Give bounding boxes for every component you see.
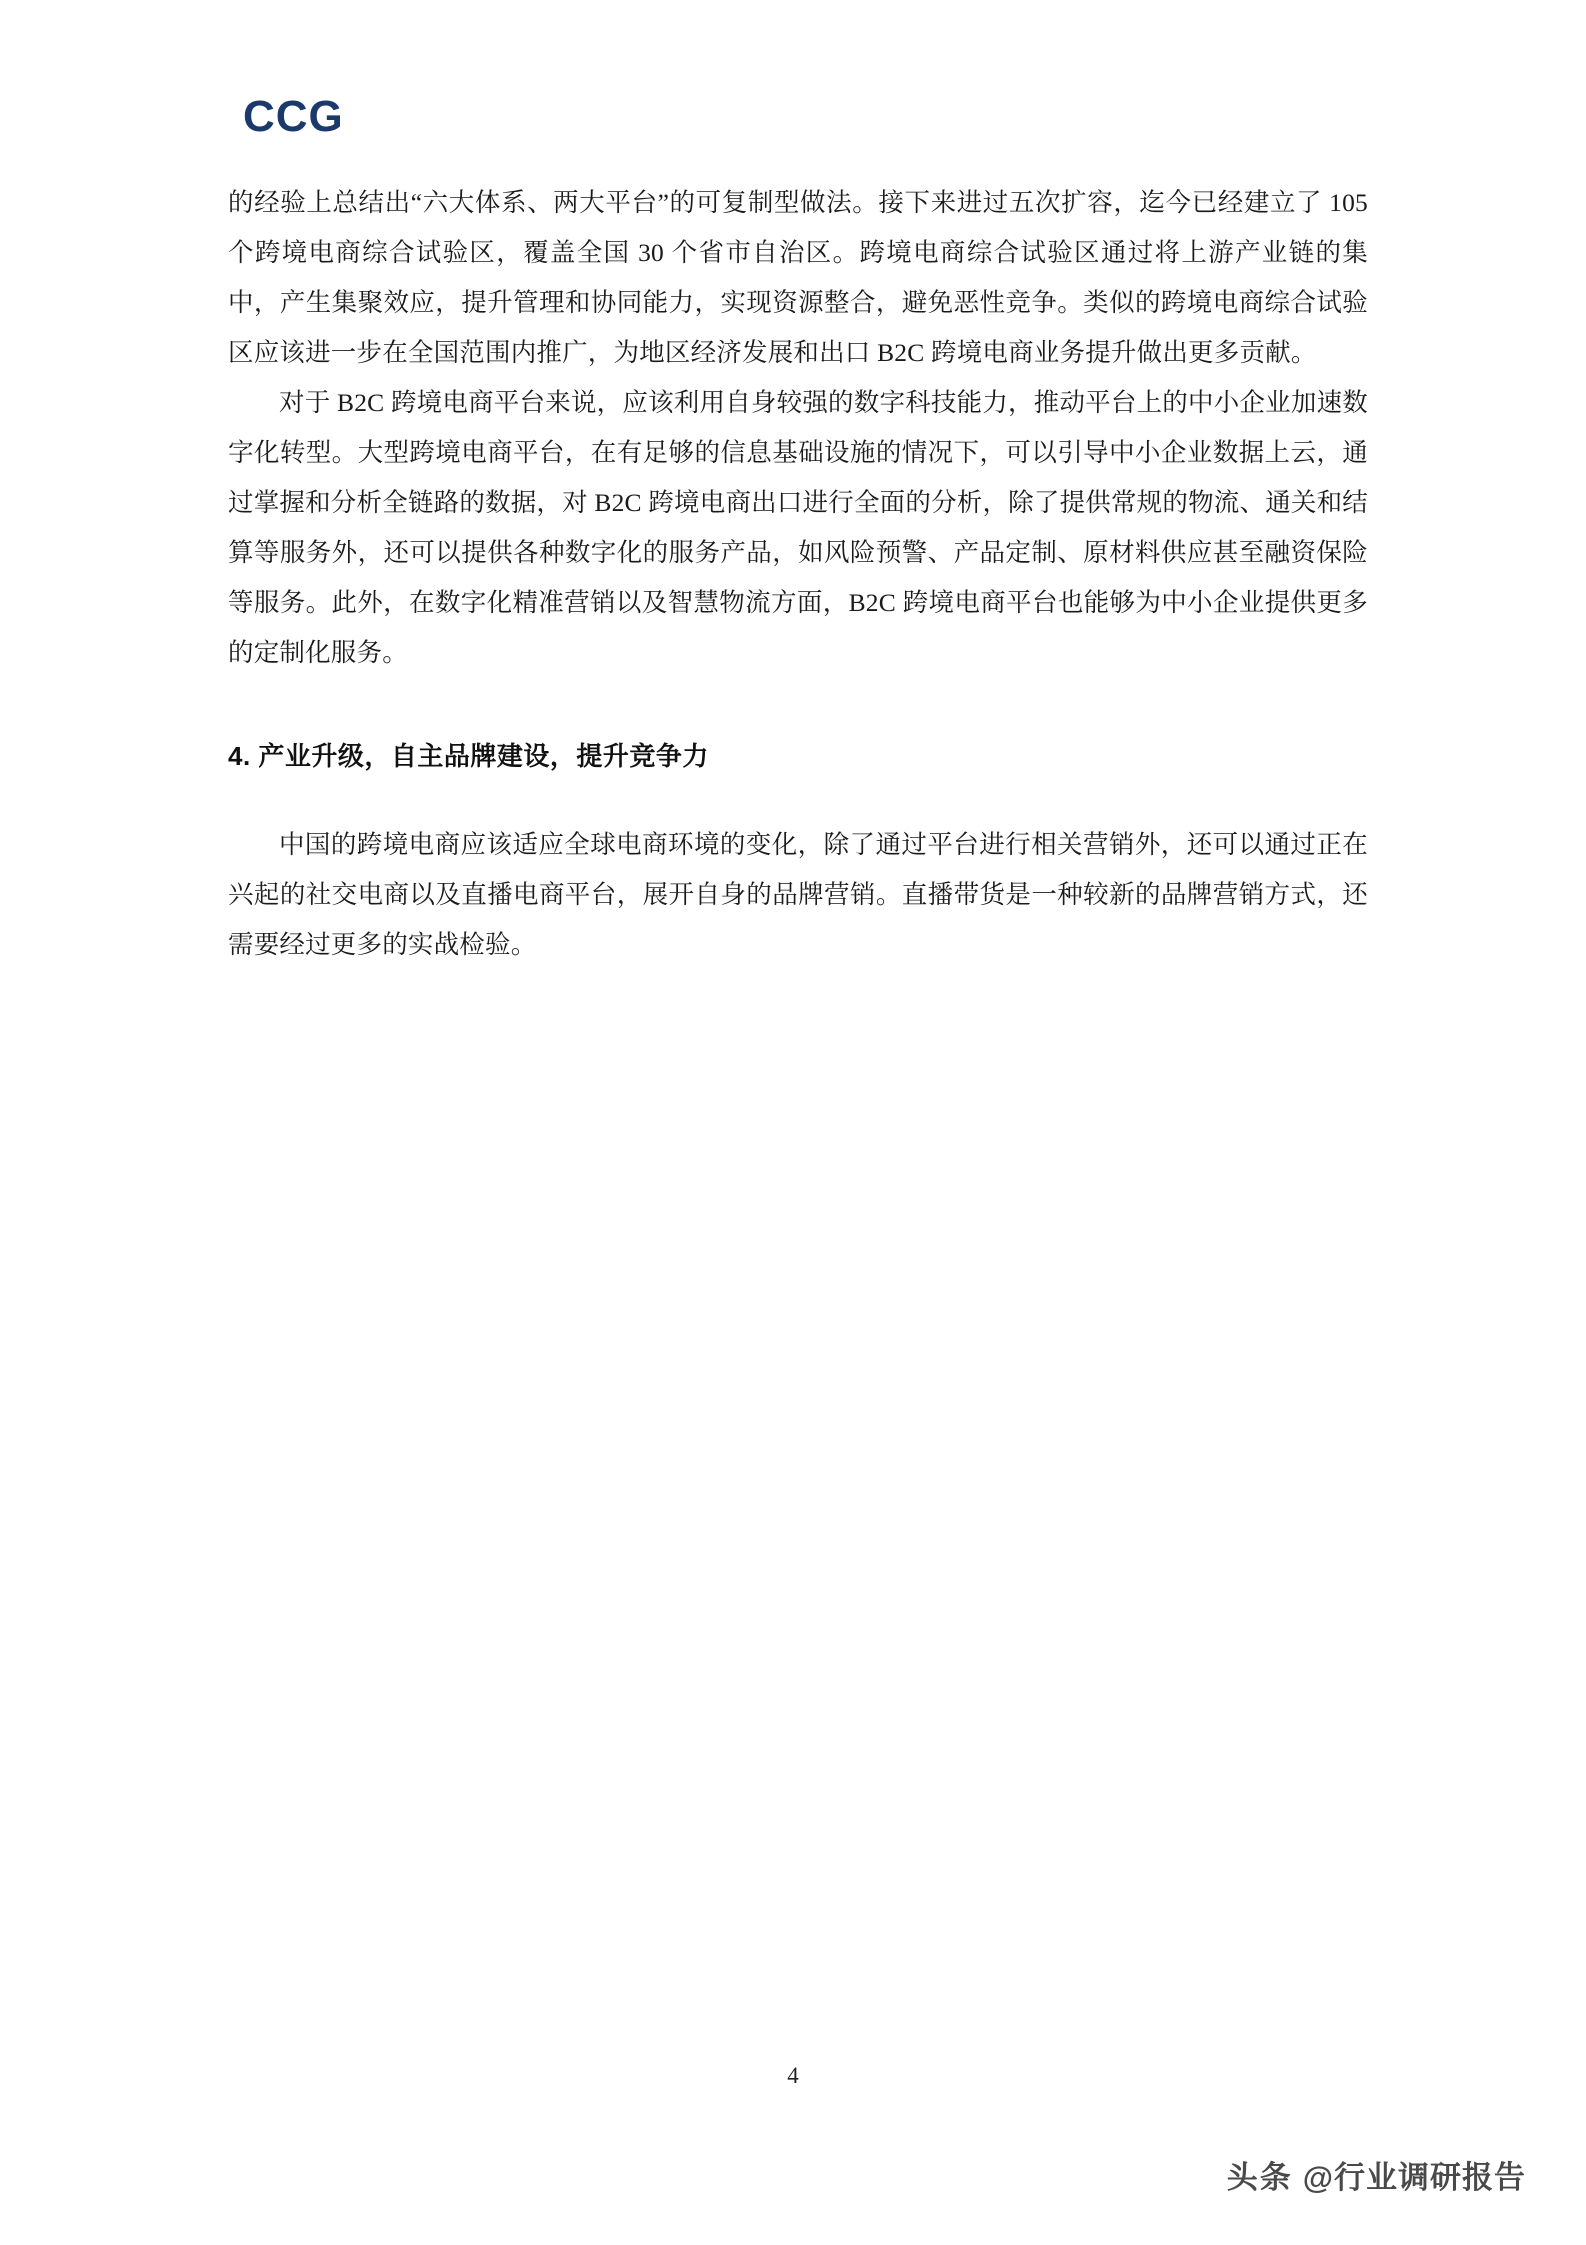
ccg-logo: CCG	[243, 92, 344, 141]
document-body	[228, 178, 1368, 970]
watermark-text: @行业调研报告	[1302, 2160, 1526, 2195]
paragraph-1: 的经验上总结出“六大体系、两大平台”的可复制型做法。接下来进过五次扩容，迄今已经建立了 105 个跨境电商综合试验区，覆盖全国 30 个省市自治区。跨境电商综合试验区通过将上游产业链的集中，产生集聚效应，提升管理和协同能力，实现资源整合，避免恶性竞争。类似的跨境电商综合试验区应该进一步在全国范围内推广，为地区经济发展和出口 B2C 跨境电商业务提升做出更多贡献。	[228, 188, 1368, 367]
page-number: 4	[787, 2063, 799, 2088]
watermark	[1227, 2152, 1526, 2197]
paragraph-2: 对于 B2C 跨境电商平台来说，应该利用自身较强的数字科技能力，推动平台上的中小企业加速数字化转型。大型跨境电商平台，在有足够的信息基础设施的情况下，可以引导中小企业数据上云，通过掌握和分析全链路的数据，对 B2C 跨境电商出口进行全面的分析，除了提供常规的物流、通关和结算等服务外，还可以提供各种数字化的服务产品，如风险预警、产品定制、原材料供应甚至融资保险等服务。此外，在数字化精准营销以及智慧物流方面，B2C 跨境电商平台也能够为中小企业提供更多的定制化服务。	[228, 388, 1368, 667]
heading-spacer	[228, 778, 1368, 820]
watermark-logo: 头条	[1226, 2160, 1293, 2195]
paragraph-3: 中国的跨境电商应该适应全球电商环境的变化，除了通过平台进行相关营销外，还可以通过正在兴起的社交电商以及直播电商平台，展开自身的品牌营销。直播带货是一种较新的品牌营销方式，还需要经过更多的实战检验。	[228, 830, 1368, 959]
section-heading: 4. 产业升级，自主品牌建设，提升竞争力	[228, 741, 709, 771]
